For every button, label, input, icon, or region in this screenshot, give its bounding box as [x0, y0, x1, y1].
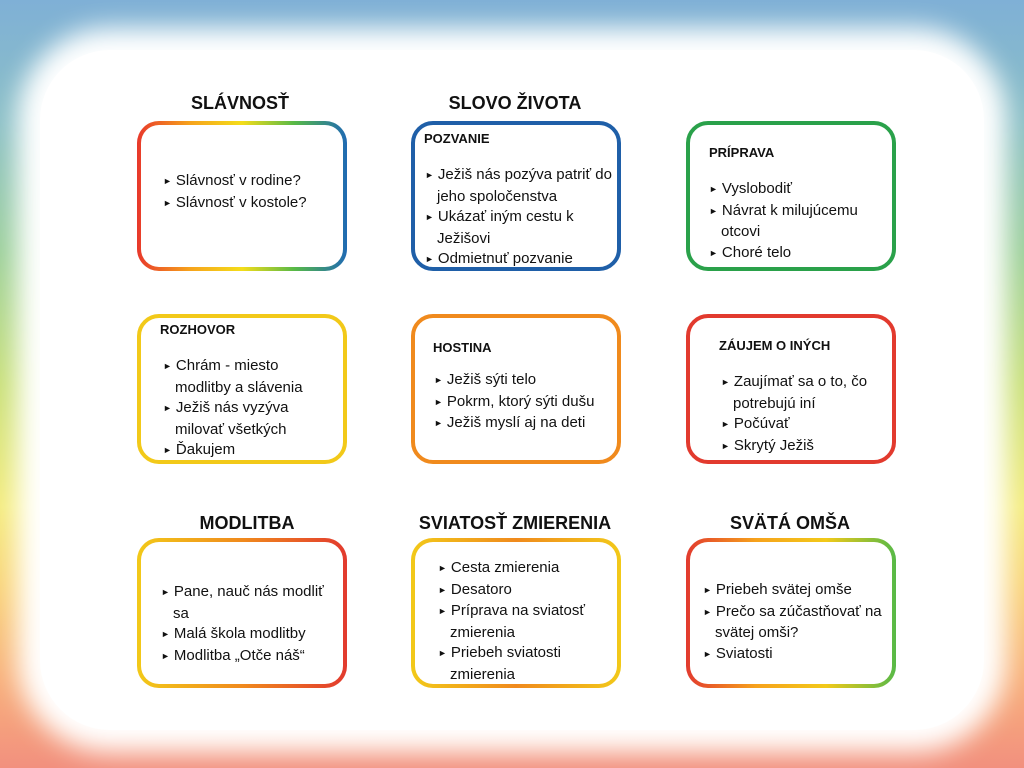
card-sviatost-item: ► Priebeh sviatosti zmierenia — [438, 643, 613, 685]
card-hostina — [411, 314, 621, 464]
card-zaujem-title: ZÁUJEM O INÝCH — [719, 338, 831, 353]
card-modlitba — [137, 538, 347, 688]
card-priprava-title: PRÍPRAVA — [709, 145, 775, 160]
card-zaujem-item: ► Zaujímať sa o to, čo potrebujú iní — [721, 372, 881, 414]
card-pozvanie — [411, 121, 621, 271]
card-omsa-list — [703, 580, 891, 665]
card-omsa-item: ► Prečo sa zúčastňovať na svätej omši? — [703, 602, 891, 644]
card-hostina-title: HOSTINA — [433, 340, 492, 355]
card-zaujem-list — [721, 372, 881, 457]
card-hostina-item: ► Ježiš sýti telo — [434, 370, 609, 392]
card-zaujem-item: ► Skrytý Ježiš — [721, 436, 881, 458]
heading-modlitba: MODLITBA — [199, 513, 295, 533]
card-omsa-item: ► Sviatosti — [703, 644, 891, 666]
card-modlitba-item: ► Modlitba „Otče náš“ — [161, 646, 341, 668]
card-pozvanie-list — [425, 165, 617, 271]
card-rozhovor-list — [163, 356, 323, 462]
card-sviatost-item: ► Príprava na sviatosť zmierenia — [438, 601, 613, 643]
card-omsa-item: ► Priebeh svätej omše — [703, 580, 891, 602]
card-zaujem-item: ► Počúvať — [721, 414, 881, 436]
card-priprava-list — [709, 179, 889, 264]
heading-slavnost: SLÁVNOSŤ — [190, 93, 289, 113]
card-modlitba-item: ► Malá škola modlitby — [161, 624, 341, 646]
card-hostina-item: ► Pokrm, ktorý sýti dušu — [434, 392, 609, 414]
card-sviatost — [411, 538, 621, 688]
card-slavnost-item: ► Slávnosť v rodine? — [163, 171, 343, 193]
card-sviatost-list — [438, 558, 613, 685]
card-rozhovor-item: ► Ježiš nás vyzýva milovať všetkých — [163, 398, 323, 440]
card-pozvanie-item: ► Ukázať iným cestu k Ježišovi — [425, 207, 617, 249]
card-hostina-list — [434, 370, 609, 435]
card-modlitba-list — [161, 582, 341, 667]
card-slavnost — [137, 121, 347, 271]
card-rozhovor-item: ► Chrám - miesto modlitby a slávenia — [163, 356, 323, 398]
card-rozhovor — [137, 314, 347, 464]
card-priprava — [686, 121, 896, 271]
heading-sviatost-zmierenia: SVIATOSŤ ZMIERENIA — [418, 513, 612, 533]
card-sviatost-item: ► Desatoro — [438, 580, 613, 602]
heading-svata-omsa: SVÄTÁ OMŠA — [729, 513, 850, 533]
card-zaujem — [686, 314, 896, 464]
card-slavnost-list — [163, 171, 343, 214]
card-slavnost-item: ► Slávnosť v kostole? — [163, 193, 343, 215]
card-pozvanie-title: POZVANIE — [424, 131, 490, 146]
card-hostina-item: ► Ježiš myslí aj na deti — [434, 413, 609, 435]
card-rozhovor-title: ROZHOVOR — [160, 322, 236, 337]
card-priprava-item: ► Choré telo — [709, 243, 889, 265]
card-priprava-item: ► Návrat k milujúcemu otcovi — [709, 201, 889, 243]
card-sviatost-item: ► Cesta zmierenia — [438, 558, 613, 580]
card-pozvanie-item: ► Ježiš nás pozýva patriť do jeho spoločenstva — [425, 165, 617, 207]
card-pozvanie-item: ► Odmietnuť pozvanie — [425, 249, 617, 271]
heading-slovo-zivota: SLOVO ŽIVOTA — [448, 93, 582, 113]
card-omsa — [686, 538, 896, 688]
card-modlitba-item: ► Pane, nauč nás modliť sa — [161, 582, 341, 624]
card-priprava-item: ► Vyslobodiť — [709, 179, 889, 201]
card-rozhovor-item: ► Ďakujem — [163, 440, 323, 462]
